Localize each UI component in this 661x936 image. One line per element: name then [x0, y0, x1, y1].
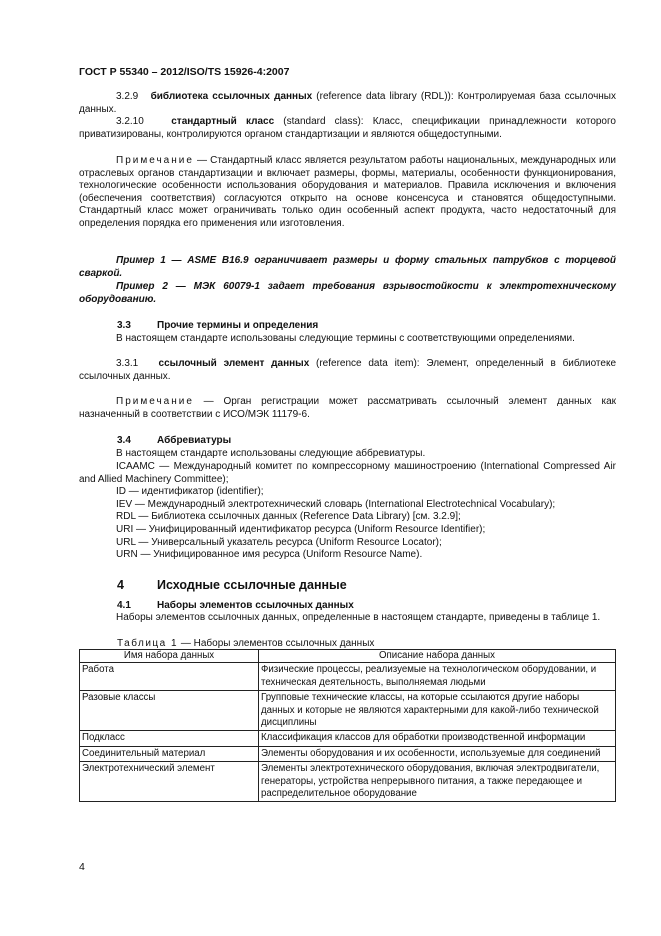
abbreviation-item: URI — Унифицированный идентификатор ресурса (Uniform Resource Identifier); [116, 523, 486, 535]
table-row [80, 731, 616, 746]
abbreviation-item: URN — Унифицированное имя ресурса (Uniform Resource Name). [116, 549, 423, 561]
table-caption: Таблица 1 — Наборы элементов ссылочных данных [117, 638, 375, 649]
term: стандартный класс [171, 116, 275, 127]
abbreviation-item: IEV — Международный электротехнический словарь (International Electrotechnical Vocabulary); [116, 498, 556, 510]
column-header: Описание набора данных [259, 650, 616, 663]
abbreviation-item: ICAAMC — Международный комитет по компрессорному машиностроению (International Compressed Air and Allied Machinery Committee); [79, 461, 616, 485]
abbreviation-item: URL — Универсальный указатель ресурса (Uniform Resource Locator); [116, 536, 442, 548]
section-4-1-heading: 4.1 Наборы элементов ссылочных данных [117, 600, 354, 611]
section-3-4-heading: 3.4 Аббревиатуры [117, 435, 232, 446]
table-cell: Соединительный материал [80, 746, 259, 761]
example-2: Пример 2 — МЭК 60079-1 задает требования взрывостойкости к электротехническому оборудованию. [79, 281, 616, 305]
definition-3-2-10: 3.2.10 стандартный класс (standard class): Класс, спецификации принадлежности которого приватизированы, контролируются органом стандартизации и являются общедоступными. [79, 116, 616, 140]
table-row [80, 691, 616, 731]
section-3-4-intro: В настоящем стандарте использованы следующие аббревиатуры. [116, 448, 426, 459]
definition-3-2-9: 3.2.9 библиотека ссылочных данных (reference data library (RDL)): Контролируемая база ссылочных данных. [79, 91, 616, 115]
table-row [80, 762, 616, 802]
section-3-3-intro: В настоящем стандарте использованы следующие термины с соответствующими определениями. [116, 333, 575, 344]
note-label: Примечание [116, 396, 194, 407]
section-4-heading: 4 Исходные ссылочные данные [117, 578, 347, 592]
abbreviation-list [79, 461, 616, 562]
table-cell: Физические процессы, реализуемые на технологическом оборудовании, и техническая деятельность, выполняемая людьми [259, 663, 616, 691]
column-header: Имя набора данных [80, 650, 259, 663]
table-cell: Элементы электротехнического оборудования, включая электродвигатели, генераторы, устройства непрерывного питания, а также передающее и распределительное оборудование [259, 762, 616, 802]
note-label: Примечание [116, 155, 194, 166]
definition-3-3-1: 3.3.1 ссылочный элемент данных (reference data item): Элемент, определенный в библиотеке ссылочных данных. [79, 358, 616, 382]
table-cell: Подкласс [80, 731, 259, 746]
note-standard-class: Примечание — Стандартный класс является результатом работы национальных, международных или отраслевых органов стандартизации и включает размеры, формы, материалы, особенности функционирования, технологические особенности использования оборудования и материалов. Правила исключения и включения (обеспечения соответствия) согласуются открыто на основе консенсуса и становятся общедоступными. Стандартный класс может ограничивать только один особенный аспект продукта, часто недостаточный для определения порядка его применения или изготовления. [79, 155, 616, 229]
table-row [80, 746, 616, 761]
table-cell: Классификация классов для обработки производственной информации [259, 731, 616, 746]
term: библиотека ссылочных данных [150, 91, 313, 102]
page-header: ГОСТ Р 55340 – 2012/ISO/TS 15926-4:2007 [79, 66, 290, 78]
reference-data-sets-table [79, 649, 616, 802]
term: ссылочный элемент данных [158, 358, 310, 369]
abbreviation-item: RDL — Библиотека ссылочных данных (Reference Data Library) [см. 3.2.9]; [116, 511, 461, 523]
page-number: 4 [79, 861, 85, 873]
table-cell: Элементы оборудования и их особенности, используемые для соединений [259, 746, 616, 761]
table-row [80, 663, 616, 691]
abbreviation-item: ID — идентификатор (identifier); [116, 486, 264, 498]
example-1: Пример 1 — ASME B16.9 ограничивает размеры и форму стальных патрубков с торцевой сваркой. [79, 255, 616, 279]
table-cell: Групповые технические классы, на которые ссылаются другие наборы данных и которые не являются характерными для какой-либо технической дисциплины [259, 691, 616, 731]
table-cell: Работа [80, 663, 259, 691]
section-3-3-heading: 3.3 Прочие термины и определения [117, 320, 319, 331]
section-4-1-intro: Наборы элементов ссылочных данных, определенные в настоящем стандарте, приведены в таблице 1. [116, 612, 601, 623]
table-cell: Разовые классы [80, 691, 259, 731]
note-registration: Примечание — Орган регистрации может рассматривать ссылочный элемент данных как назначенный в соответствии с ИСО/МЭК 11179-6. [79, 396, 616, 420]
table-header-row [80, 650, 616, 663]
table-cell: Электротехнический элемент [80, 762, 259, 802]
